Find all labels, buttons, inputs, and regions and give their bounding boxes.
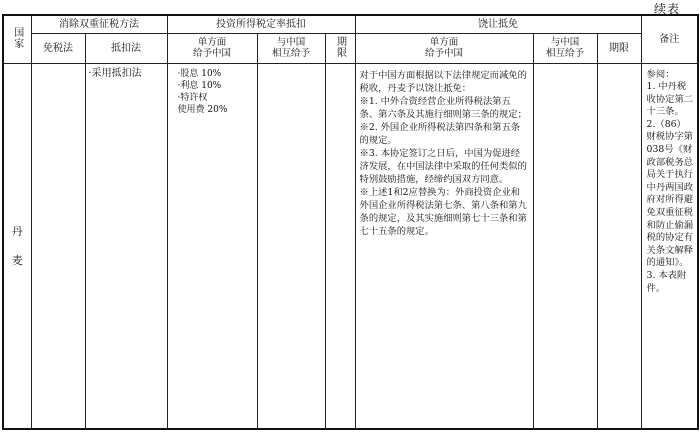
header-exemption: 免税法	[31, 33, 85, 63]
country-cell: 丹 麦	[3, 63, 31, 429]
header-sparing-period: 期限	[597, 33, 641, 63]
header-period: 期限	[325, 33, 355, 63]
header-sparing-unilateral: 单方面 给予中国	[355, 33, 533, 63]
header-country: 国家	[3, 15, 31, 63]
header-credit-method: 抵扣法	[85, 33, 167, 63]
header-investment-credit: 投资所得税定率抵扣	[167, 15, 355, 33]
sparing-period-cell	[597, 63, 641, 429]
header-sparing: 饶让抵免	[355, 15, 641, 33]
tax-treaty-table	[2, 14, 699, 430]
continued-label: 续表	[653, 2, 680, 16]
header-unilateral-china: 单方面 给予中国	[167, 33, 257, 63]
sparing-mutual-cell	[533, 63, 597, 429]
remarks-cell: 参阅： 1. 中丹税收协定第二十三条。 2.（86）财税协字第038号《财政部税务总局关于执行中丹两国政府对所得避免双重征税和防止偷漏税的协定有关条文解释的通知》。 3. 本表附件。	[641, 63, 698, 429]
period-cell	[325, 63, 355, 429]
header-elimination: 消除双重征税方法	[31, 15, 167, 33]
exemption-cell	[31, 63, 85, 429]
rates-cell: ·股息 10% ·利息 10% ·特许权 使用费 20%	[167, 63, 257, 429]
mutual-rates-cell	[257, 63, 325, 429]
header-sparing-mutual: 与中国 相互给予	[533, 33, 597, 63]
header-mutual-china: 与中国 相互给予	[257, 33, 325, 63]
credit-method-cell: ·采用抵扣法	[85, 63, 167, 429]
sparing-text-cell: 对于中国方面根据以下法律规定而减免的税收，丹麦予以饶让抵免： ※1. 中外合资经营企业所得税法第五条、第六条及其施行细则第三条的规定； ※2. 外国企业所得税法第四条和第五条的规定。 ※3. 本协定签订之日后，中国为促进经济发展，在中国法律中采取的任何类似的特别鼓励措施，经缔约国双方同意。 ※上述1和2应替换为：外商投资企业和外国企业所得税法第七条、第八条和第九条的规定，及其实施细则第七十三条和第七十五条的规定。	[355, 63, 533, 429]
header-remarks: 备注	[641, 15, 698, 63]
